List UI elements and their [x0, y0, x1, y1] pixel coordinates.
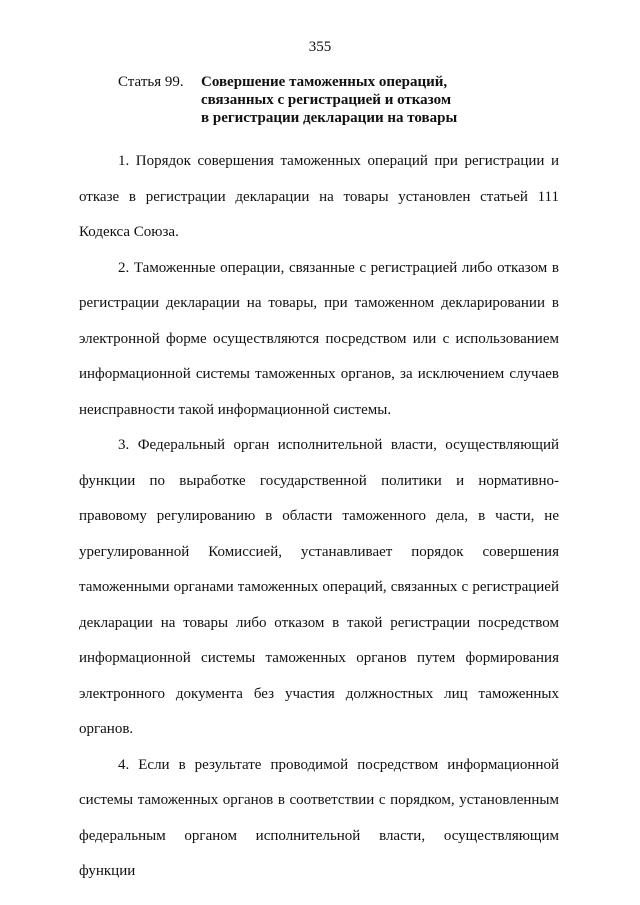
paragraph-3: 3. Федеральный орган исполнительной власти, осуществляющий функции по выработке государственной политики и нормативно-правовому регулированию в области таможенного дела, в части, не урегулированной Комиссией, устанавливает порядок совершения таможенными органами таможенных операций, связанных с регистрацией декларации на товары либо отказом в такой регистрации посредством информационной системы таможенных органов путем формирования электронного документа без участия должностных лиц таможенных органов.: [79, 437, 559, 737]
paragraph-1: 1. Порядок совершения таможенных операций при регистрации и отказе в регистрации декларации на товары установлен статьей 111 Кодекса Союза.: [79, 153, 559, 240]
article-title-line: Совершение таможенных операций,: [201, 74, 448, 90]
article-body: [79, 144, 559, 890]
paragraph-2: 2. Таможенные операции, связанные с регистрацией либо отказом в регистрации декларации на товары, при таможенном декларировании в электронной форме осуществляются посредством или с использованием информационной системы таможенных органов, за исключением случаев неисправности такой информационной системы.: [79, 259, 559, 418]
article-title: [201, 73, 581, 127]
paragraph-4: 4. Если в результате проводимой посредством информационной системы таможенных органов в соответствии с порядком, установленным федеральным органом исполнительной власти, осуществляющим функции: [79, 756, 559, 879]
article-label: Статья 99.: [118, 74, 184, 90]
page-number: 355: [308, 39, 332, 55]
article-title-line: в регистрации декларации на товары: [201, 110, 458, 126]
article-title-line: связанных с регистрацией и отказом: [201, 92, 452, 108]
